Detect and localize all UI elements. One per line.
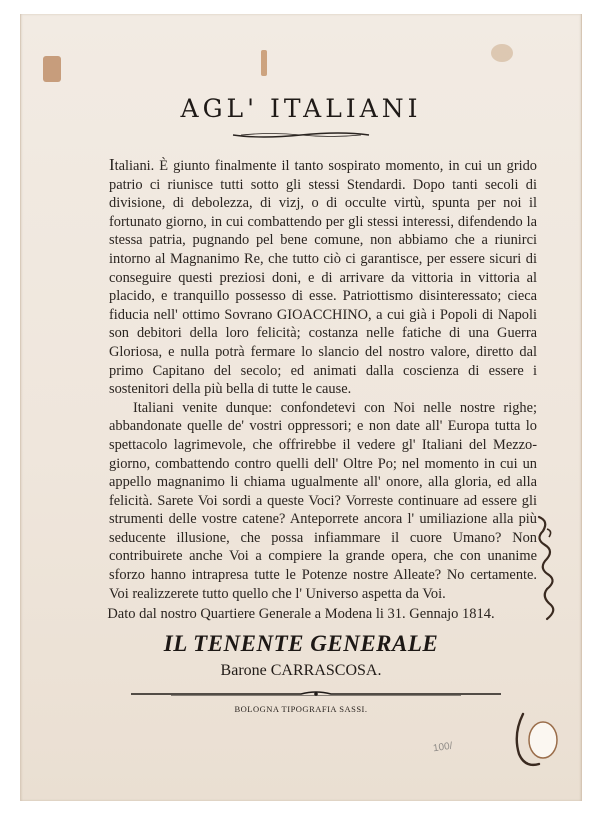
title-ornament [231,130,371,140]
foxing-stain [491,44,513,62]
document-title: AGL' ITALIANI [180,94,422,123]
proclamation-text [109,156,537,603]
date-line: Dato dal nostro Quartiere Generale a Modena li 31. Gennajo 1814. [107,606,495,622]
signatory-name: Barone CARRASCOSA. [220,662,382,679]
printer-imprint: BOLOGNA TIPOGRAFIA SASSI. [234,704,368,714]
burn-hole [509,704,569,774]
paragraph-1-text: taliani. È giunto finalmente il tanto sospirato momento, in cui un grido patrio ci riunisce tutti sotto gli stessi Stendardi. Dopo tanti secoli di divisione, di debolezza, di vizj, o di occulte virtù, spunta per noi il fortunato giorno, in cui combattendo per gli stessi interessi, difendendo la stessa patria, pugnando pel bene comune, non abbiamo che a riunirci intorno al Magnanimo Re, che tutto ciò ci garantisce, per essere sicuri di conseguire questi preziosi doni, e di arrivare da vittoria in vittoria al placido, e tranquillo possesso di esse. Patriottismo disinteressato; cieca fiducia nell' ottimo Sovrano GIOACCHINO, a cui già i Popoli di Napoli son debitori della loro felicità; costanza nelle fatiche di una Guerra Gloriosa, e nulla potrà fermare lo slancio del nostro valore, diretto dal primo Capitano del secolo; ed animati dalla coscienza di essere i sostenitori della più bella di tutte le cause. [109,158,537,398]
paragraph-1 [109,156,537,399]
paragraph-2: Italiani venite dunque: confondetevi con Noi nelle nostre righe; abbandonate quelle de' vostri oppressori; e non date all' Europa tutta lo spettacolo lagrimevole, che offrirebbe il vedere gl' Italiani del Mezzo-giorno, combattendo contro quelli dell' Oltre Po; nel momento in cui un appello magnanimo li chiama ugualmente all' onore, alla gloria, ed alla felicità. Sarete Voi sordi a queste Voci? Vorreste continuare ad essere gli strumenti delle vostre catene? Anteporrete ancora l' umiliazione alla più seducente illusione, che possa infiammare il cuore Umano? Non contribuirete anche Voi a compiere la grande opera, che con unanime sforzo hanno intrapresa tutte le Potenze nostre Alleate? No certamente. Voi realizzerete tutto quello che l' Universo aspetta da Voi. [109,399,537,602]
ornamental-rule [131,690,501,698]
rust-stain [261,50,267,76]
pencil-annotation: 100/ [432,740,454,755]
initial-letter: I [109,155,115,174]
ink-scribble [521,509,571,639]
signatory-rank: IL TENENTE GENERALE [163,631,439,656]
rust-stain [43,56,61,82]
broadside-sheet [20,14,582,801]
